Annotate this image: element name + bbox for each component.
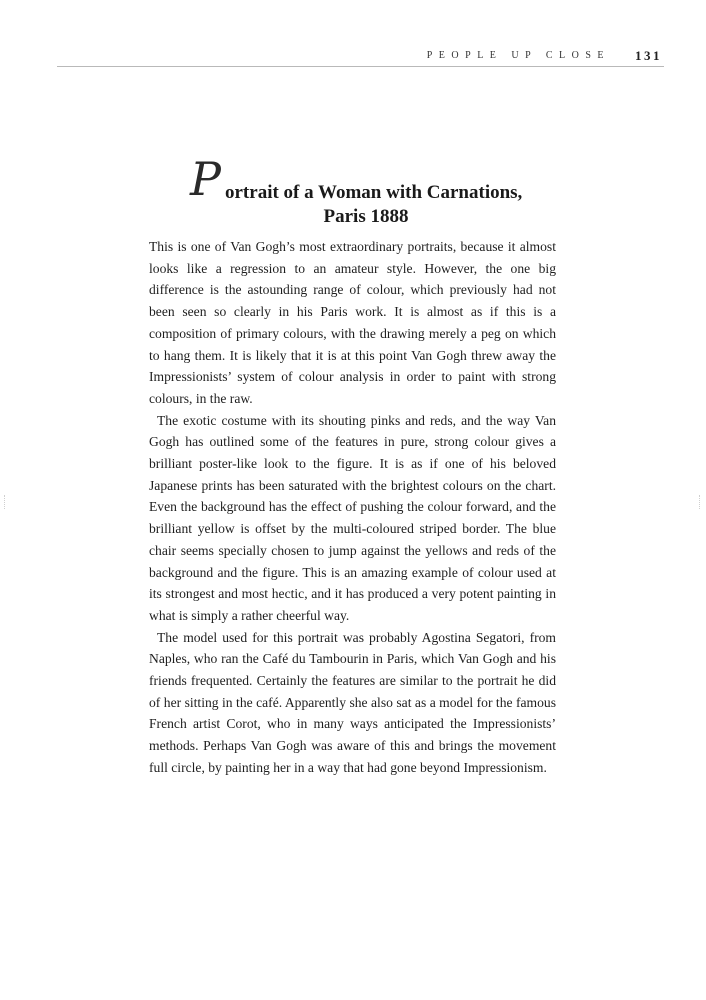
paragraph-1: This is one of Van Gogh’s most extraordinary portraits, because it almost looks like a regression to an amateur style. However, the one big difference is the astounding range of colour, which previously had not been seen so clearly in his Paris work. It is almost as if this is a composition of primary colours, with the drawing merely a peg on which to hang them. It is likely that it is at this point Van Gogh threw away the Impressionists’ system of colour analysis in order to paint with strong colours, in the raw.: [149, 239, 556, 406]
left-edge-mark: [4, 495, 6, 509]
section-title: PEOPLE UP CLOSE: [426, 50, 610, 61]
article-heading: [148, 152, 556, 228]
page-number: 131: [635, 48, 662, 63]
heading-line-2: Paris 1888: [323, 206, 409, 227]
header-rule: [57, 66, 664, 67]
paragraph-3: The model used for this portrait was probably Agostina Segatori, from Naples, who ran the Café du Tambourin in Paris, which Van Gogh and his friends frequented. Certainly the features are similar to the portrait he did of her sitting in the café. Apparently she also sat as a model for the famous French artist Corot, who in many ways anticipated the Impressionists’ methods. Perhaps Van Gogh was aware of this and brings the movement full circle, by painting her in a way that had gone beyond Impressionism.: [149, 629, 556, 775]
article-body: [149, 236, 556, 779]
heading-line-1: [148, 152, 556, 206]
heading-title-text: ortrait of a Woman with Carnations,: [225, 182, 523, 203]
decorative-initial: P: [190, 152, 221, 206]
paragraph-2: The exotic costume with its shouting pinks and reds, and the way Van Gogh has outlined some of the features in pure, strong colour gives a brilliant poster-like look to the figure. It is as if one of his beloved Japanese prints has been saturated with the brightest colours on the chart. Even the background has the effect of pushing the colour forward, and the brilliant yellow is offset by the multi-coloured striped border. The blue chair seems specially chosen to jump against the yellows and reds of the background and the figure. This is an amazing example of colour used at its strongest and most hectic, and it has produced a very potent painting in what is simply a rather cheerful way.: [149, 412, 556, 623]
right-edge-mark: [699, 495, 701, 509]
running-head: [0, 44, 706, 68]
